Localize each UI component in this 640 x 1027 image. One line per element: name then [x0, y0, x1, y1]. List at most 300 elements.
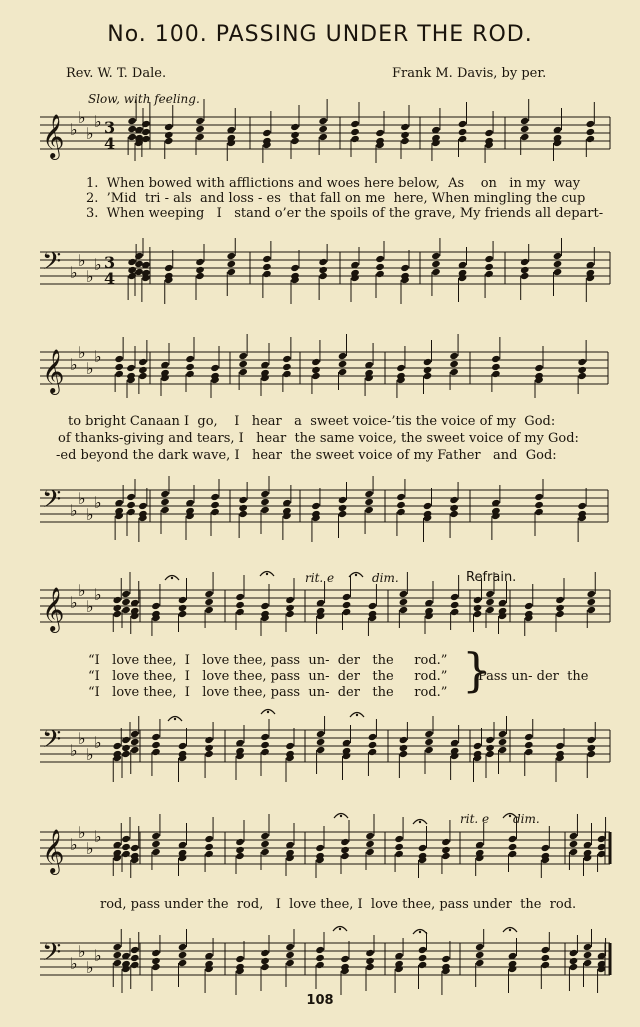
note-head	[127, 133, 137, 141]
note-head	[375, 263, 385, 271]
note-head	[399, 750, 409, 758]
note-head	[121, 590, 131, 598]
note-head	[338, 368, 348, 376]
note-head	[151, 748, 161, 756]
note-head	[204, 606, 214, 614]
note-head	[342, 601, 352, 609]
note-head	[285, 959, 295, 967]
note-head	[508, 835, 518, 843]
verse-3-line-1: 3. When weeping I stand o’er the spoils of the grave, My friends all depart-	[86, 206, 604, 221]
note-head	[121, 598, 131, 606]
note-head	[498, 730, 508, 738]
note-head	[418, 946, 428, 954]
note-head	[260, 602, 270, 610]
treble-clef: 𝄞	[42, 829, 65, 873]
note-head	[260, 733, 270, 741]
flat-sign: ♭	[70, 120, 78, 139]
note-head	[541, 844, 551, 852]
note-head	[524, 733, 534, 741]
note-head	[375, 129, 385, 137]
note-head	[185, 363, 195, 371]
note-head	[364, 506, 374, 514]
treble-clef: 𝄞	[42, 587, 65, 631]
note-head	[473, 742, 483, 750]
note-head	[418, 954, 428, 962]
note-head	[396, 364, 406, 372]
note-head	[262, 270, 272, 278]
note-head	[195, 258, 205, 266]
note-head	[400, 137, 410, 145]
flat-sign: ♭	[86, 745, 94, 764]
note-head	[524, 741, 534, 749]
note-head	[365, 840, 375, 848]
note-head	[365, 832, 375, 840]
note-head	[151, 602, 161, 610]
flat-sign: ♭	[94, 585, 102, 604]
note-head	[340, 955, 350, 963]
note-head	[577, 502, 587, 510]
note-head	[260, 506, 270, 514]
note-head	[290, 137, 300, 145]
note-head	[577, 372, 587, 380]
note-head	[126, 501, 136, 509]
note-head	[204, 843, 214, 851]
verse-line-4: rod, pass under the rod, I love thee, I love thee, pass under the rod.	[100, 897, 577, 912]
note-head	[262, 263, 272, 271]
note-head	[375, 270, 385, 278]
note-head	[315, 946, 325, 954]
note-head	[569, 963, 579, 971]
note-head	[450, 601, 460, 609]
note-head	[364, 490, 374, 498]
note-head	[484, 255, 494, 263]
note-head	[260, 748, 270, 756]
note-head	[399, 598, 409, 606]
flat-sign: ♭	[78, 823, 86, 842]
note-head	[315, 961, 325, 969]
note-head	[138, 372, 148, 380]
note-head	[315, 954, 325, 962]
note-head	[340, 838, 350, 846]
flat-sign: ♭	[86, 124, 94, 143]
note-head	[316, 738, 326, 746]
note-head	[130, 954, 140, 962]
flat-sign: ♭	[86, 597, 94, 616]
note-head	[112, 610, 122, 618]
note-head	[210, 501, 220, 509]
note-head	[484, 263, 494, 271]
note-head	[121, 736, 131, 744]
note-head	[290, 123, 300, 131]
page-number: 108	[306, 993, 334, 1008]
note-head	[394, 843, 404, 851]
note-head	[318, 133, 328, 141]
bass-clef: 𝄢	[42, 247, 62, 282]
flat-sign: ♭	[94, 112, 102, 131]
note-head	[586, 128, 596, 136]
note-head	[235, 601, 245, 609]
note-head	[418, 961, 428, 969]
verse-3-line-3: “I love thee, I love thee, pass un- der the rod.”	[88, 685, 448, 700]
note-head	[121, 750, 131, 758]
note-head	[449, 496, 459, 504]
note-head	[285, 596, 295, 604]
note-head	[151, 963, 161, 971]
note-head	[577, 358, 587, 366]
note-head	[396, 508, 406, 516]
note-head	[178, 742, 188, 750]
note-head	[285, 943, 295, 951]
note-head	[114, 370, 124, 378]
note-head	[534, 501, 544, 509]
note-head	[555, 610, 565, 618]
note-head	[368, 748, 378, 756]
note-head	[204, 590, 214, 598]
note-head	[491, 370, 501, 378]
note-head	[364, 498, 374, 506]
fermata-dot	[266, 573, 268, 575]
note-head	[121, 606, 131, 614]
bass-clef: 𝄢	[42, 938, 62, 973]
note-head	[534, 364, 544, 372]
note-head	[424, 746, 434, 754]
treble-clef: 𝄞	[42, 114, 65, 158]
note-head	[262, 255, 272, 263]
note-head	[458, 128, 468, 136]
flat-sign: ♭	[70, 835, 78, 854]
flat-sign: ♭	[70, 741, 78, 760]
note-head	[365, 848, 375, 856]
note-head	[368, 741, 378, 749]
note-head	[520, 272, 530, 280]
note-head	[368, 733, 378, 741]
note-head	[485, 736, 495, 744]
note-head	[569, 832, 579, 840]
flat-sign: ♭	[78, 581, 86, 600]
note-head	[318, 125, 328, 133]
note-head	[112, 596, 122, 604]
note-head	[449, 510, 459, 518]
tempo-marking: Slow, with feeling.	[88, 92, 200, 106]
note-head	[458, 135, 468, 143]
note-head	[394, 835, 404, 843]
dim-marking-2: dim.	[513, 812, 540, 826]
flat-sign: ♭	[86, 267, 94, 286]
note-head	[164, 123, 174, 131]
note-head	[112, 742, 122, 750]
note-head	[282, 363, 292, 371]
note-head	[400, 123, 410, 131]
note-head	[586, 606, 596, 614]
flat-sign: ♭	[70, 593, 78, 612]
note-head	[534, 493, 544, 501]
composer-credit: Frank M. Davis, by per.	[392, 66, 547, 81]
note-head	[534, 508, 544, 516]
flat-sign: ♭	[78, 343, 86, 362]
note-head	[178, 943, 188, 951]
note-head	[418, 844, 428, 852]
note-head	[126, 508, 136, 516]
note-head	[226, 252, 236, 260]
note-head	[475, 951, 485, 959]
note-head	[151, 832, 161, 840]
note-head	[285, 951, 295, 959]
fermata-dot	[171, 577, 173, 579]
note-head	[423, 372, 433, 380]
fermata-dot	[509, 815, 511, 817]
note-head	[311, 358, 321, 366]
note-head	[441, 955, 451, 963]
verse-1-line-1: 1. When bowed with afflictions and woes here below, As on in my way	[86, 176, 581, 191]
note-head	[586, 736, 596, 744]
note-head	[365, 963, 375, 971]
note-head	[210, 493, 220, 501]
note-head	[195, 272, 205, 280]
note-head	[112, 959, 122, 967]
note-head	[204, 835, 214, 843]
note-head	[235, 955, 245, 963]
note-head	[441, 838, 451, 846]
note-head	[485, 750, 495, 758]
note-head	[235, 852, 245, 860]
flat-sign: ♭	[94, 493, 102, 512]
note-head	[338, 352, 348, 360]
note-head	[449, 360, 459, 368]
note-head	[290, 264, 300, 272]
note-head	[394, 850, 404, 858]
note-head	[342, 608, 352, 616]
note-head	[449, 368, 459, 376]
note-head	[498, 738, 508, 746]
note-head	[138, 502, 148, 510]
flat-sign: ♭	[86, 505, 94, 524]
note-head	[338, 496, 348, 504]
flat-sign: ♭	[94, 946, 102, 965]
note-head	[365, 949, 375, 957]
note-head	[484, 129, 494, 137]
note-head	[185, 355, 195, 363]
note-head	[112, 943, 122, 951]
note-head	[520, 133, 530, 141]
note-head	[260, 963, 270, 971]
fermata-dot	[340, 815, 342, 817]
note-head	[238, 496, 248, 504]
note-head	[311, 502, 321, 510]
note-head	[318, 258, 328, 266]
note-head	[338, 510, 348, 518]
flat-sign: ♭	[94, 827, 102, 846]
note-head	[262, 129, 272, 137]
note-head	[423, 358, 433, 366]
note-head	[484, 270, 494, 278]
note-head	[185, 370, 195, 378]
note-head	[282, 370, 292, 378]
note-head	[498, 746, 508, 754]
note-head	[260, 741, 270, 749]
note-head	[315, 844, 325, 852]
note-head	[260, 949, 270, 957]
note-head	[520, 258, 530, 266]
note-head	[226, 268, 236, 276]
note-head	[114, 355, 124, 363]
dim-marking-1: dim.	[372, 571, 399, 585]
note-head	[318, 272, 328, 280]
note-head	[399, 606, 409, 614]
time-signature-bottom: 4	[104, 269, 116, 288]
verse-2-line-1: 2. ’Mid tri - als and loss - es that fall on me here, When mingling the cup	[86, 191, 586, 206]
note-head	[126, 364, 136, 372]
note-head	[121, 850, 131, 858]
flat-sign: ♭	[78, 489, 86, 508]
note-head	[164, 137, 174, 145]
note-head	[400, 264, 410, 272]
note-head	[178, 610, 188, 618]
time-signature-top: 3	[104, 118, 116, 137]
rit-marking-2: rit. e	[460, 812, 490, 826]
flat-sign: ♭	[70, 501, 78, 520]
note-head	[195, 125, 205, 133]
note-head	[160, 506, 170, 514]
note-head	[485, 590, 495, 598]
note-head	[473, 610, 483, 618]
note-head	[473, 596, 483, 604]
note-head	[396, 501, 406, 509]
note-head	[130, 730, 140, 738]
note-head	[210, 364, 220, 372]
note-head	[368, 602, 378, 610]
note-head	[555, 596, 565, 604]
fermata-dot	[419, 931, 421, 933]
note-head	[204, 750, 214, 758]
note-head	[130, 746, 140, 754]
author-credit: Rev. W. T. Dale.	[66, 66, 167, 81]
refrain-label: Refrain.	[466, 570, 517, 585]
note-head	[583, 943, 593, 951]
fermata-dot	[174, 718, 176, 720]
note-head	[178, 596, 188, 604]
note-head	[164, 264, 174, 272]
note-head	[138, 358, 148, 366]
flat-sign: ♭	[86, 359, 94, 378]
note-head	[520, 117, 530, 125]
note-head	[350, 120, 360, 128]
verse-1-line-2: to bright Canaan I go, I hear a sweet voice-’tis the voice of my God:	[68, 414, 556, 429]
note-head	[485, 598, 495, 606]
verse-2-line-2: of thanks-giving and tears, I hear the same voice, the sweet voice of my God:	[58, 431, 579, 446]
note-head	[491, 355, 501, 363]
note-head	[553, 268, 563, 276]
note-head	[583, 951, 593, 959]
time-signature-bottom: 4	[104, 134, 116, 153]
note-head	[127, 117, 137, 125]
note-head	[130, 961, 140, 969]
note-head	[316, 730, 326, 738]
note-head	[450, 593, 460, 601]
note-head	[569, 840, 579, 848]
note-head	[431, 252, 441, 260]
note-head	[475, 943, 485, 951]
note-head	[130, 844, 140, 852]
fermata-dot	[339, 928, 341, 930]
note-head	[569, 949, 579, 957]
hymn-title: No. 100. PASSING UNDER THE ROD.	[107, 22, 533, 47]
note-head	[441, 852, 451, 860]
flat-sign: ♭	[78, 942, 86, 961]
note-head	[204, 850, 214, 858]
bass-clef: 𝄢	[42, 725, 62, 760]
note-head	[195, 133, 205, 141]
fermata-dot	[355, 574, 357, 576]
note-head	[520, 125, 530, 133]
note-head	[121, 835, 131, 843]
note-head	[260, 832, 270, 840]
note-head	[210, 508, 220, 516]
note-head	[235, 608, 245, 616]
note-head	[114, 363, 124, 371]
note-head	[282, 355, 292, 363]
fermata-dot	[356, 714, 358, 716]
note-head	[112, 951, 122, 959]
flat-sign: ♭	[70, 355, 78, 374]
rit-marking-1: rit. e	[305, 571, 335, 585]
note-head	[475, 959, 485, 967]
note-head	[226, 260, 236, 268]
note-head	[431, 260, 441, 268]
note-head	[121, 843, 131, 851]
note-head	[491, 363, 501, 371]
flat-sign: ♭	[70, 954, 78, 973]
note-head	[541, 961, 551, 969]
note-head	[350, 128, 360, 136]
note-head	[541, 946, 551, 954]
note-head	[524, 748, 534, 756]
note-head	[160, 498, 170, 506]
verse-1-line-3: “I love thee, I love thee, pass un- der the rod.”	[88, 653, 448, 668]
note-head	[235, 838, 245, 846]
note-head	[485, 606, 495, 614]
note-head	[130, 738, 140, 746]
note-head	[583, 959, 593, 967]
note-head	[458, 120, 468, 128]
note-head	[350, 135, 360, 143]
note-head	[524, 602, 534, 610]
flat-sign: ♭	[86, 958, 94, 977]
note-head	[238, 360, 248, 368]
note-head	[569, 848, 579, 856]
note-head	[340, 852, 350, 860]
flat-sign: ♭	[94, 255, 102, 274]
note-head	[423, 502, 433, 510]
note-head	[586, 590, 596, 598]
note-head	[238, 352, 248, 360]
note-head	[238, 368, 248, 376]
note-head	[260, 848, 270, 856]
note-head	[342, 593, 352, 601]
note-head	[399, 736, 409, 744]
note-head	[553, 260, 563, 268]
verse-brace: }	[462, 643, 492, 697]
note-head	[151, 840, 161, 848]
note-head	[553, 252, 563, 260]
note-head	[424, 738, 434, 746]
note-head	[195, 117, 205, 125]
note-head	[204, 736, 214, 744]
note-head	[178, 959, 188, 967]
note-head	[338, 360, 348, 368]
note-head	[316, 746, 326, 754]
note-head	[151, 741, 161, 749]
note-head	[260, 840, 270, 848]
